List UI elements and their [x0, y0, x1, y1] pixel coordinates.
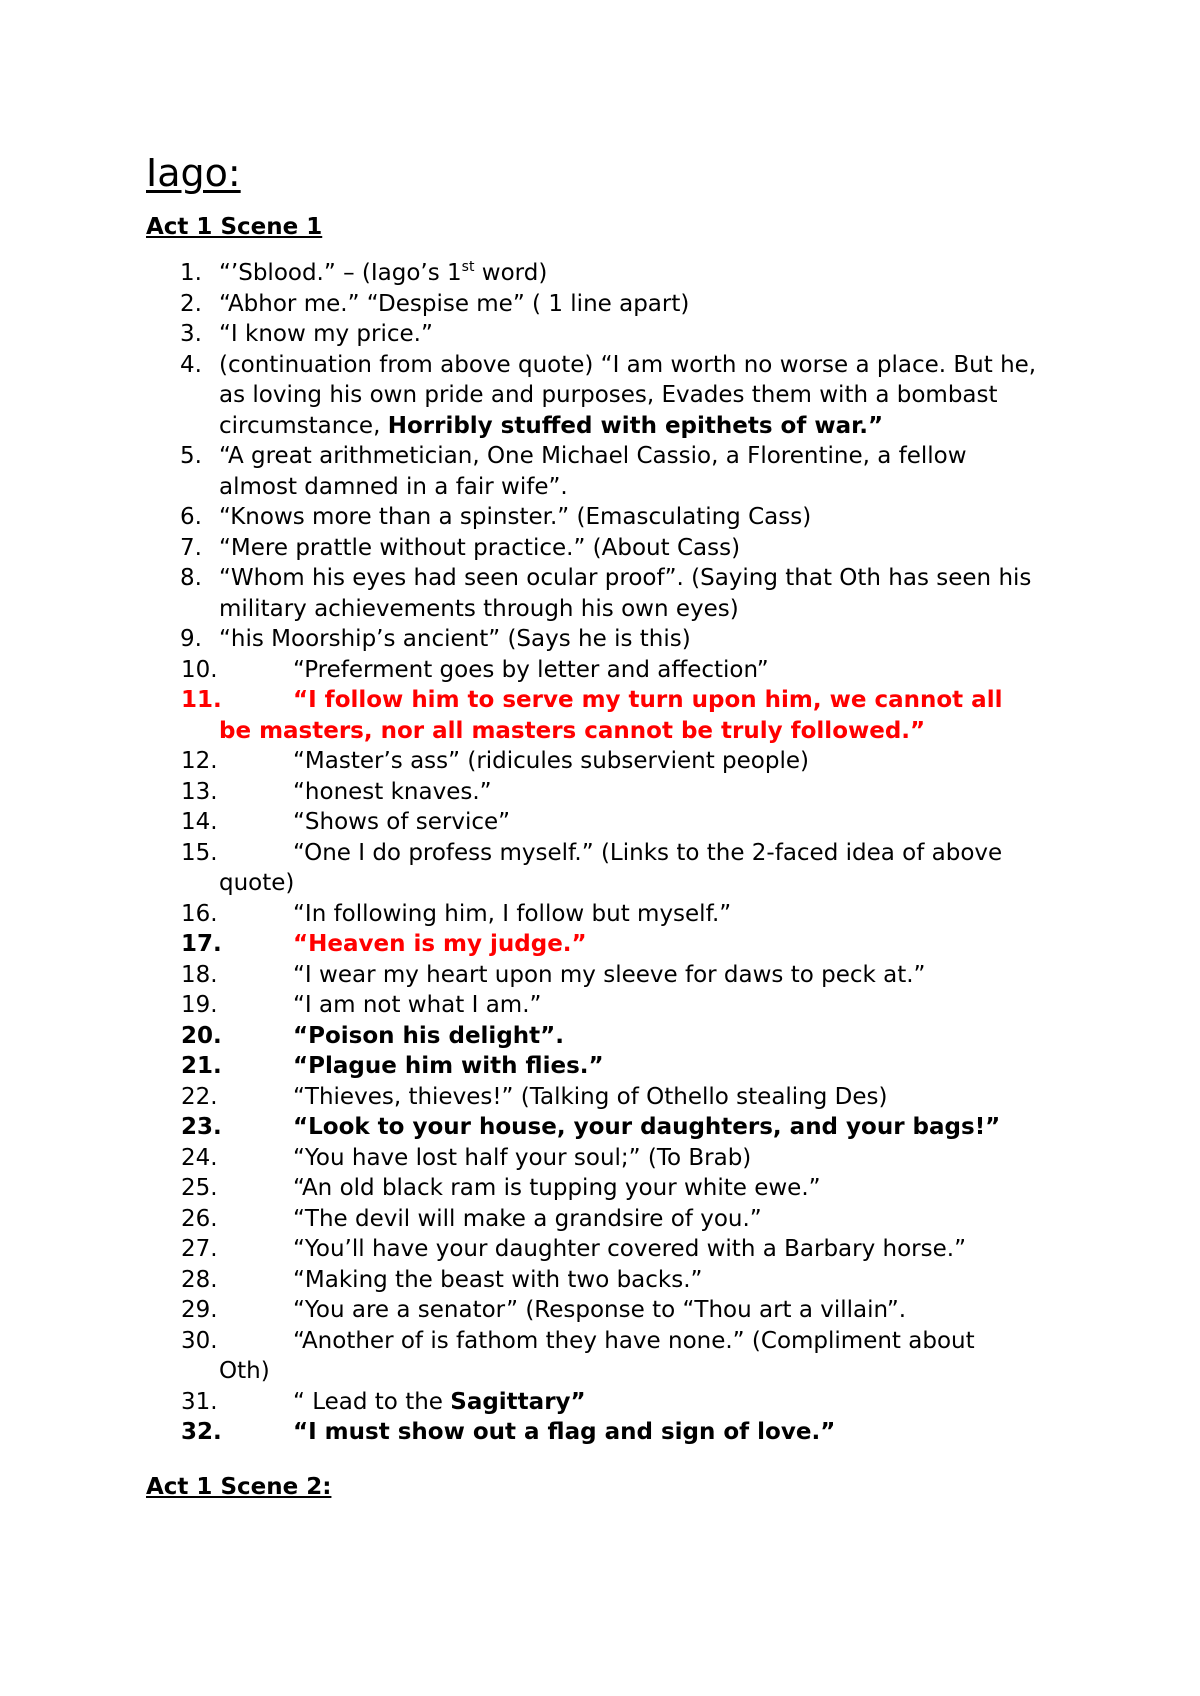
- item-text: “’Sblood.” – (Iago’s 1: [219, 260, 462, 286]
- list-item: [0, 1173, 1200, 1204]
- list-item: [0, 1143, 1200, 1174]
- list-item-highlighted: [0, 685, 1200, 746]
- item-number: 2.: [180, 290, 202, 317]
- item-number: 21.: [181, 1053, 222, 1079]
- item-text-bold: Sagittary”: [450, 1388, 586, 1415]
- list-item: [0, 1387, 1200, 1418]
- item-text: “Shows of service”: [293, 809, 511, 835]
- item-text: “I am not what I am.”: [293, 992, 542, 1018]
- item-number: 8.: [180, 565, 202, 591]
- list-item: [0, 899, 1200, 930]
- item-number: 4.: [180, 351, 202, 378]
- page-title: Iago:: [146, 151, 241, 195]
- list-item: [0, 563, 1200, 624]
- item-text: “A great arithmetician, One Michael Cassio, a Florentine, a fellow almost damned in a fair wife”.: [219, 443, 967, 500]
- list-item: [0, 624, 1200, 655]
- item-number: 7.: [180, 534, 202, 561]
- item-number: 13.: [181, 778, 218, 805]
- list-item: [0, 441, 1200, 502]
- item-text: “Making the beast with two backs.”: [293, 1266, 703, 1293]
- item-text: word): [474, 260, 548, 286]
- list-item: [0, 990, 1200, 1021]
- list-item: [0, 1051, 1200, 1082]
- item-number: 20.: [181, 1022, 222, 1049]
- item-number: 30.: [181, 1327, 218, 1354]
- item-text: “You have lost half your soul;” (To Brab): [293, 1144, 752, 1171]
- item-number: 22.: [181, 1083, 218, 1110]
- item-text: “In following him, I follow but myself.”: [293, 900, 732, 927]
- item-text: “The devil will make a grandsire of you.”: [293, 1205, 762, 1232]
- item-text: “honest knaves.”: [293, 778, 492, 805]
- item-number: 19.: [181, 992, 218, 1018]
- item-number: 28.: [181, 1266, 218, 1293]
- item-number: 11.: [181, 687, 222, 713]
- item-number: 6.: [180, 504, 202, 530]
- section-heading-act1-scene2: Act 1 Scene 2:: [146, 1474, 332, 1500]
- list-item: [0, 1021, 1200, 1052]
- list-item: [0, 807, 1200, 838]
- item-text: “You are a senator” (Response to “Thou art a villain”.: [293, 1297, 907, 1323]
- item-number: 32.: [181, 1419, 222, 1445]
- list-item: [0, 1082, 1200, 1113]
- item-number: 18.: [181, 961, 218, 988]
- item-text: “I wear my heart upon my sleeve for daws to peck at.”: [293, 961, 926, 988]
- item-number: 25.: [181, 1175, 218, 1201]
- item-text: “his Moorship’s ancient” (Says he is this): [219, 626, 691, 652]
- item-text: “Master’s ass” (ridicules subservient people): [293, 748, 809, 774]
- item-text-continued: Oth): [219, 1358, 270, 1384]
- quote-list: [0, 258, 1200, 1448]
- item-text: “An old black ram is tupping your white ewe.”: [293, 1175, 821, 1201]
- item-text-bold: Horribly stuffed with epithets of war.”: [387, 412, 884, 439]
- item-number: 15.: [181, 839, 218, 866]
- item-number: 29.: [181, 1297, 218, 1323]
- section-heading-act1-scene1: Act 1 Scene 1: [146, 214, 323, 240]
- item-number: 26.: [181, 1205, 218, 1232]
- list-item: [0, 960, 1200, 991]
- item-number: 31.: [181, 1388, 218, 1415]
- item-number: 27.: [181, 1236, 218, 1262]
- item-text: “Preferment goes by letter and affection”: [293, 656, 769, 683]
- list-item: [0, 319, 1200, 350]
- item-text: “Look to your house, your daughters, and your bags!”: [293, 1114, 1001, 1140]
- item-number: 1.: [180, 260, 202, 286]
- item-number: 3.: [180, 321, 202, 347]
- item-text: “I know my price.”: [219, 321, 433, 347]
- list-item: [0, 1417, 1200, 1448]
- list-item: [0, 502, 1200, 533]
- item-number: 5.: [180, 443, 202, 469]
- list-item: [0, 350, 1200, 442]
- item-number: 17.: [181, 931, 222, 957]
- item-number: 24.: [181, 1144, 218, 1171]
- item-number: 12.: [181, 748, 218, 774]
- list-item: [0, 533, 1200, 564]
- list-item: [0, 1265, 1200, 1296]
- item-text: “Poison his delight”.: [293, 1022, 565, 1049]
- item-text: “Abhor me.” “Despise me” ( 1 line apart): [219, 290, 690, 317]
- list-item: [0, 746, 1200, 777]
- item-text: “I follow him to serve my turn upon him, we cannot all: [293, 687, 1003, 713]
- item-text: “One I do profess myself.” (Links to the 2-faced idea of above: [293, 839, 1003, 866]
- list-item: [0, 258, 1200, 289]
- superscript: st: [461, 259, 475, 275]
- list-item: [0, 1326, 1200, 1387]
- item-number: 23.: [181, 1114, 222, 1140]
- item-text: “Plague him with flies.”: [293, 1053, 604, 1079]
- item-number: 14.: [181, 809, 218, 835]
- item-text: “ Lead to the: [293, 1388, 451, 1415]
- item-text: “Knows more than a spinster.” (Emasculating Cass): [219, 504, 812, 530]
- item-text: “I must show out a flag and sign of love.”: [293, 1419, 836, 1445]
- list-item: [0, 1204, 1200, 1235]
- item-text: “Whom his eyes had seen ocular proof”. (Saying that Oth has seen his military achievements through his own eyes): [219, 565, 1032, 622]
- list-item: [0, 655, 1200, 686]
- item-text: “Thieves, thieves!” (Talking of Othello stealing Des): [293, 1083, 888, 1110]
- item-text: “Heaven is my judge.”: [293, 931, 587, 957]
- item-text: “Another of is fathom they have none.” (Compliment about: [293, 1327, 975, 1354]
- list-item-highlighted: [0, 929, 1200, 960]
- item-text-continued: quote): [219, 870, 295, 896]
- list-item: [0, 777, 1200, 808]
- list-item: [0, 838, 1200, 899]
- item-text: “Mere prattle without practice.” (About Cass): [219, 534, 741, 561]
- list-item: [0, 1295, 1200, 1326]
- list-item: [0, 1112, 1200, 1143]
- list-item: [0, 1234, 1200, 1265]
- item-text-continued: be masters, nor all masters cannot be truly followed.”: [219, 717, 926, 744]
- item-number: 10.: [181, 656, 218, 683]
- item-number: 16.: [181, 900, 218, 927]
- item-text: (continuation from above quote) “I am worth no worse a place. But he, as loving his own pride and purposes, Evades them with a bombast circumstance,: [219, 351, 1037, 439]
- list-item: [0, 289, 1200, 320]
- item-number: 9.: [180, 626, 202, 652]
- item-text: “You’ll have your daughter covered with a Barbary horse.”: [293, 1236, 966, 1262]
